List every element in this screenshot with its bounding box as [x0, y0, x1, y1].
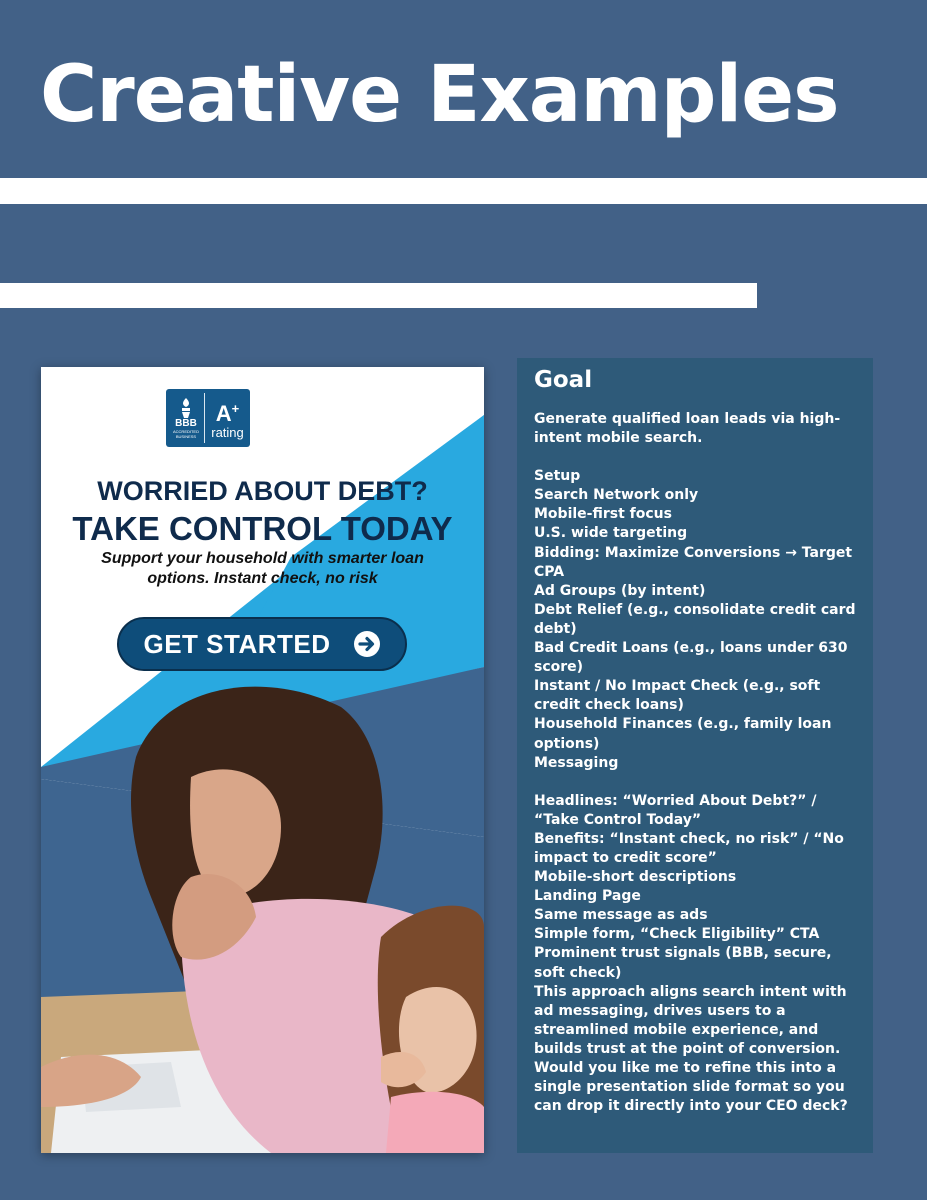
panel-line: Same message as ads: [534, 907, 708, 924]
bbb-badge: [166, 389, 250, 447]
goal-text: Generate qualified loan leads via high-intent mobile search.: [534, 411, 841, 447]
ad-creative: [41, 367, 484, 1153]
panel-line: Instant / No Impact Check (e.g., soft credit check loans): [534, 678, 821, 714]
panel-line: Messaging: [534, 754, 619, 771]
panel-line: Debt Relief (e.g., consolidate credit card debt): [534, 601, 856, 637]
bbb-rating-label: rating: [211, 424, 244, 440]
get-started-label: GET STARTED: [143, 628, 331, 659]
bbb-org-sub: ACCREDITED BUSINESS: [172, 429, 199, 439]
divider-bar: [0, 283, 757, 308]
bbb-org: BBB: [175, 418, 197, 429]
arrow-right-circle-icon: [353, 630, 381, 658]
page-title: Creative Examples: [40, 50, 839, 140]
bbb-grade-sup: +: [231, 400, 240, 416]
panel-line: Headlines: “Worried About Debt?” / “Take Control Today”: [534, 792, 817, 828]
goal-panel: [517, 358, 873, 1153]
panel-line: Prominent trust signals (BBB, secure, soft check): [534, 945, 832, 981]
bbb-torch-icon: [178, 397, 194, 419]
bbb-grade: A: [215, 400, 232, 426]
ad-headline-1: WORRIED ABOUT DEBT?: [97, 476, 428, 506]
get-started-button[interactable]: [117, 617, 407, 671]
panel-title: Goal: [534, 367, 593, 393]
divider-bar: [0, 178, 927, 204]
panel-line: This approach aligns search intent with ad messaging, drives users to a streamlined mobile experience, and builds trust at the point of conversion.: [534, 983, 847, 1057]
panel-line: Mobile-first focus: [534, 506, 672, 523]
panel-line: Household Finances (e.g., family loan options): [534, 716, 832, 752]
panel-line: Bad Credit Loans (e.g., loans under 630 score): [534, 640, 848, 676]
panel-line: Setup: [534, 468, 581, 485]
ad-subtext: Support your household with smarter loan options. Instant check, no risk: [101, 550, 424, 587]
panel-line: Bidding: Maximize Conversions → Target CPA: [534, 544, 853, 580]
panel-line: Simple form, “Check Eligibility” CTA: [534, 926, 820, 943]
panel-line: Landing Page: [534, 888, 641, 905]
panel-line: Would you like me to refine this into a single presentation slide format so you can drop it directly into your CEO deck?: [534, 1060, 848, 1115]
panel-line: Benefits: “Instant check, no risk” / “No impact to credit score”: [534, 830, 844, 866]
panel-line: U.S. wide targeting: [534, 525, 688, 542]
panel-line: Mobile-short descriptions: [534, 869, 737, 886]
ad-headline-2: TAKE CONTROL TODAY: [72, 510, 453, 547]
panel-line: Ad Groups (by intent): [534, 582, 706, 599]
panel-line: Search Network only: [534, 487, 699, 504]
mother-child-photo: [41, 667, 484, 1153]
